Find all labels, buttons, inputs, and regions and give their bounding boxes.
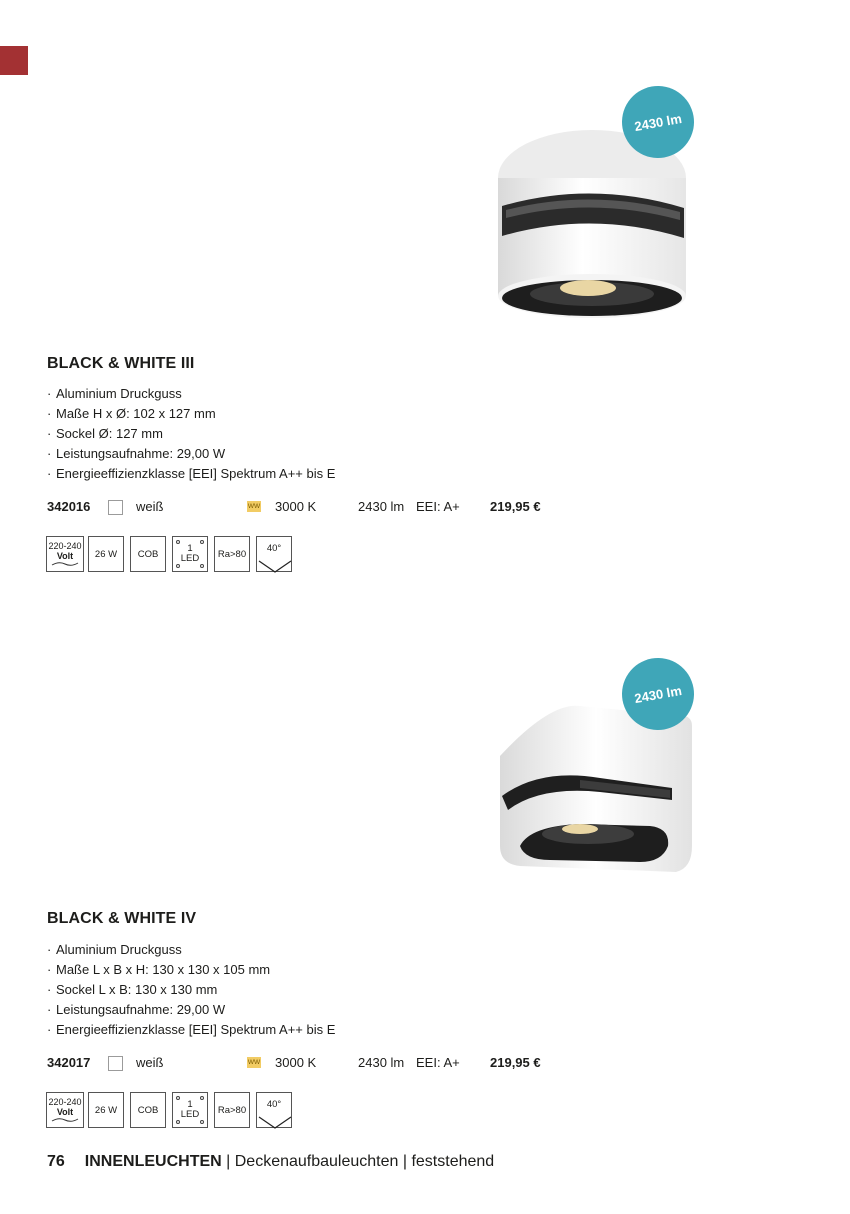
wattage-icon: 26 W xyxy=(88,536,124,572)
wattage-icon: 26 W xyxy=(88,1092,124,1128)
energy-class: EEI: A+ xyxy=(416,1055,460,1070)
beam-angle-icon: 40° xyxy=(256,536,292,572)
led-count-icon: 1 LED xyxy=(172,536,208,572)
color-name: weiß xyxy=(136,499,164,514)
color-rendering-icon: Ra>80 xyxy=(214,536,250,572)
led-count-icon: 1 LED xyxy=(172,1092,208,1128)
luminous-flux: 2430 lm xyxy=(358,499,405,514)
feature-list xyxy=(47,384,335,484)
page-footer xyxy=(47,1153,494,1171)
price: 219,95 € xyxy=(490,1055,541,1070)
energy-class: EEI: A+ xyxy=(416,499,460,514)
feature-item: · Energieeffizienzklasse [EEI] Spektrum A++ bis E xyxy=(47,1022,336,1037)
voltage-icon: 220-240 Volt xyxy=(46,536,84,572)
warm-white-chip: WW xyxy=(247,1059,261,1066)
feature-item: · Leistungsaufnahme: 29,00 W xyxy=(47,1002,226,1017)
product-title: BLACK & WHITE III xyxy=(47,355,195,372)
lumen-badge: 2430 lm xyxy=(616,80,699,163)
color-temperature: 3000 K xyxy=(275,1055,317,1070)
article-number: 342016 xyxy=(47,499,91,514)
beam-angle-icon: 40° xyxy=(256,1092,292,1128)
voltage-icon: 220-240 Volt xyxy=(46,1092,84,1128)
product-title: BLACK & WHITE IV xyxy=(47,910,197,927)
product-image-square-spotlight xyxy=(480,696,710,936)
section-title: INNENLEUCHTEN xyxy=(84,1153,222,1170)
feature-item: · Aluminium Druckguss xyxy=(47,942,182,957)
color-temperature: 3000 K xyxy=(275,499,317,514)
section-marker-tab xyxy=(0,46,28,75)
page-number: 76 xyxy=(47,1153,65,1170)
price: 219,95 € xyxy=(490,499,541,514)
color-swatch-white xyxy=(108,1056,123,1071)
feature-item: · Sockel Ø: 127 mm xyxy=(47,426,163,441)
feature-item: · Energieeffizienzklasse [EEI] Spektrum A++ bis E xyxy=(47,466,336,481)
feature-list xyxy=(47,940,335,1040)
order-row xyxy=(47,499,567,517)
feature-item: · Sockel L x B: 130 x 130 mm xyxy=(47,982,218,997)
luminous-flux: 2430 lm xyxy=(358,1055,405,1070)
lumen-badge: 2430 lm xyxy=(616,652,699,735)
warm-white-chip: WW xyxy=(247,503,261,510)
cob-chip-icon: COB xyxy=(130,1092,166,1128)
cob-chip-icon: COB xyxy=(130,536,166,572)
order-row xyxy=(47,1055,567,1073)
color-swatch-white xyxy=(108,500,123,515)
color-rendering-icon: Ra>80 xyxy=(214,1092,250,1128)
feature-item: · Aluminium Druckguss xyxy=(47,386,182,401)
feature-item: · Maße H x Ø: 102 x 127 mm xyxy=(47,406,216,421)
color-name: weiß xyxy=(136,1055,164,1070)
feature-item: · Maße L x B x H: 130 x 130 x 105 mm xyxy=(47,962,271,977)
article-number: 342017 xyxy=(47,1055,91,1070)
breadcrumb: | Deckenaufbauleuchten | feststehend xyxy=(221,1153,495,1170)
feature-item: · Leistungsaufnahme: 29,00 W xyxy=(47,446,226,461)
